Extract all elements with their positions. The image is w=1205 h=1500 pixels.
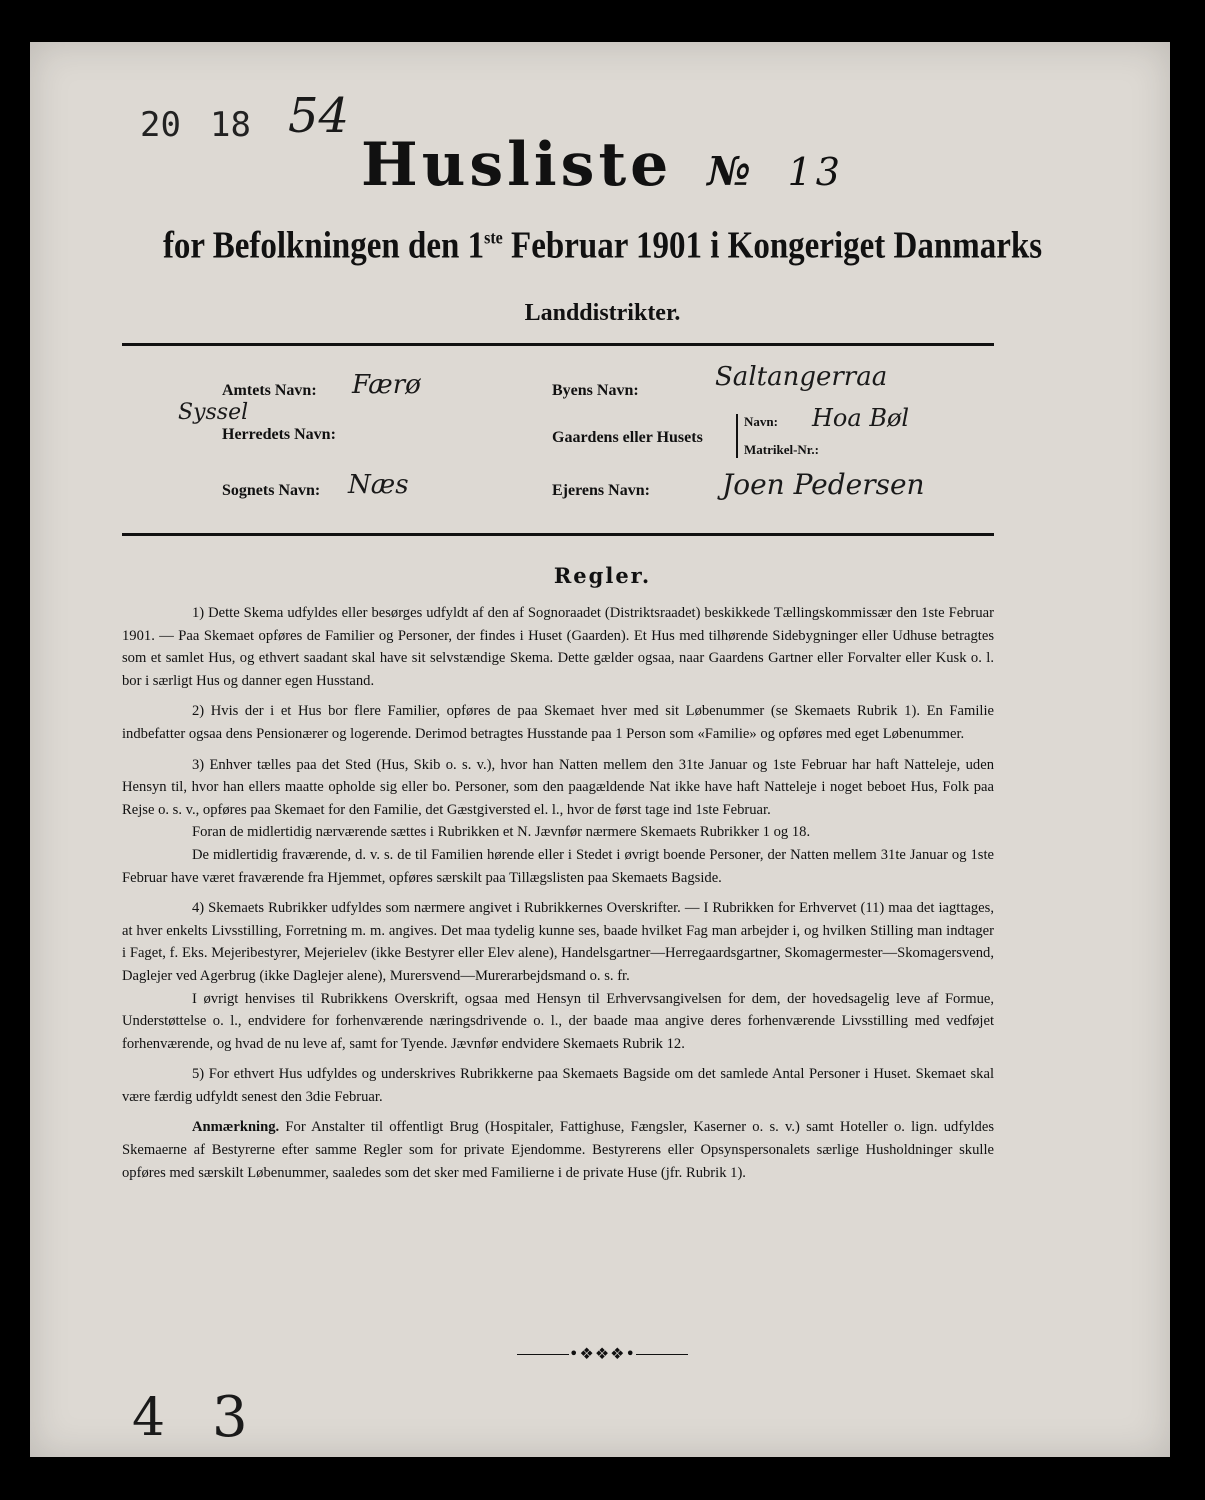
ornament-glyphs: •❖❖❖•	[569, 1344, 636, 1363]
footer-hand-b: 3	[212, 1385, 248, 1450]
rules-heading: Regler.	[553, 563, 652, 588]
navn-value: Hoa Bøl	[812, 404, 910, 432]
footer-hand-a: 4	[132, 1388, 166, 1448]
annotation-text: For Anstalter til offentligt Brug (Hospitaler, Fattighuse, Fængsler, Kaserner o. s. v.) samt Hoteller o. lign. udfyldes Skemaerne af Bestyrerne efter samme Regler som for private Ejendomme. Bestyrerens eller Opsynspersonalets særlige Husholdninger skulle opføres med særskilt Løbenummer, saaledes som det sker med Familierne i de private Huse (jfr. Rubrik 1).	[122, 1119, 994, 1181]
archive-number-c: 54	[288, 88, 350, 144]
top-rule	[122, 343, 994, 346]
subtitle-post: Februar 1901 i Kongeriget Danmarks	[502, 225, 1043, 267]
bottom-rule	[122, 533, 994, 536]
amt-label: Amtets Navn:	[222, 382, 317, 399]
number-value: 13	[787, 150, 844, 194]
annotation	[122, 1116, 994, 1184]
rules-body	[122, 602, 994, 1192]
number-label: №	[707, 148, 755, 195]
by-value: Saltangerraa	[715, 362, 888, 392]
matrikel-label: Matrikel-Nr.:	[744, 442, 819, 457]
by-label: Byens Navn:	[552, 382, 639, 399]
form-title	[0, 130, 1205, 200]
ejer-value: Joen Pedersen	[722, 468, 925, 501]
herred-label: Herredets Navn:	[222, 426, 336, 443]
subtitle-pre: for Befolkningen den 1	[162, 225, 485, 267]
annotation-label: Anmærkning.	[192, 1119, 280, 1136]
ejer-label: Ejerens Navn:	[552, 482, 650, 499]
form-subtitle	[0, 225, 1205, 268]
amt-value: Færø	[352, 370, 421, 400]
rule-5: 5) For ethvert Hus udfyldes og underskrives Rubrikkerne paa Skemaets Bagside om det samlede Antal Personer i Huset. Skemaet skal være færdig udfyldt senest den 3die Februar.	[122, 1066, 994, 1105]
sogn-label: Sognets Navn:	[222, 482, 321, 499]
rule-3: 3) Enhver tælles paa det Sted (Hus, Skib o. s. v.), hvor han Natten mellem den 31te Januar og 1ste Februar har haft Natteleje, uden Hensyn til, hvor han ellers maatte opholde sig eller bo. Personer, som den paagældende Nat ikke have haft Natteleje i noget beboet Hus, Folk paa Rejse o. s. v., opføres paa Skemaet for den Familie, det Gæstgiversted el. l., hvor de først tage ind 1ste Februar.	[122, 756, 994, 818]
district-heading: Landdistrikter.	[524, 300, 681, 326]
archive-number-b: 18	[210, 105, 251, 145]
rule-3c: De midlertidig fraværende, d. v. s. de til Familien hørende eller i Stedet i øvrigt boende Personer, der Natten mellem 31te Januar og 1ste Februar have været fraværende fra Hjemmet, opføres særskilt paa Tillægslisten paa Skemaets Bagside.	[122, 846, 994, 886]
rule-4b: I øvrigt henvises til Rubrikkens Overskrift, ogsaa med Hensyn til Erhvervsangivelsen for dem, der hovedsagelig leve af Formue, Understøttelse o. l., endvidere for forhenværende næringsdrivende o. l., der baade maa angive deres forhenværende Livsstilling med vedføjet forhenværende, og hvad de nu leve af, samt for Tyende. Jævnfør endvidere Skemaets Rubrik 12.	[122, 990, 994, 1052]
navn-label: Navn:	[744, 414, 778, 429]
ornament	[0, 1344, 1205, 1363]
gaard-label: Gaardens eller Husets	[552, 429, 703, 446]
archive-number-a: 20	[140, 105, 181, 145]
rule-4: 4) Skemaets Rubrikker udfyldes som nærmere angivet i Rubrikkernes Overskrifter. — I Rubrikken for Erhvervet (11) maa det iagttages, at hver enkelts Livsstilling, Forretning m. m. angives. Det maa tydelig kunne ses, baade hvilket Fag man arbejder i, og hvilken Stilling man indtager i Faget, f. Eks. Mejeribestyrer, Mejerielev (ikke Bestyrer eller Elev alene), Handelsgartner—Herregaardsgartner, Skomagermester—Skomagersvend, Daglejer ved Agerbrug (ikke Daglejer alene), Murersvend—Murerarbejdsmand o. s. fr.	[122, 900, 994, 984]
herred-value: Syssel	[178, 400, 249, 425]
rule-3b: Foran de midlertidig nærværende sættes i Rubrikken et N. Jævnfør nærmere Skemaets Rubrikker 1 og 18.	[192, 824, 811, 841]
sogn-value: Næs	[348, 470, 409, 500]
title-text: Husliste	[361, 130, 673, 200]
field-bracket	[736, 414, 738, 458]
rule-1: 1) Dette Skema udfyldes eller besørges udfyldt af den af Sognoraadet (Distriktsraadet) beskikkede Tællingskommissær den 1ste Februar 1901. — Paa Skemaet opføres de Familier og Personer, der findes i Huset (Gaarden). Et Hus med tilhørende Sidebygninger eller Udhuse betragtes som et samlet Hus, og ethvert saadant skal have sit selvstændige Skema. Dette gælder ogsaa, naar Gaardens Gartner eller Forvalter eller Kusk o. l. bor i særligt Hus og danner egen Husstand.	[122, 605, 994, 689]
rule-2: 2) Hvis der i et Hus bor flere Familier, opføres de paa Skemaet hver med sit Løbenummer (se Skemaets Rubrik 1). En Familie indbefatter ogsaa dens Pensionærer og logerende. Derimod betragtes Husstande paa 1 Person som «Familie» og opføres med eget Løbenummer.	[122, 703, 994, 742]
subtitle-sup: ste	[484, 228, 503, 249]
